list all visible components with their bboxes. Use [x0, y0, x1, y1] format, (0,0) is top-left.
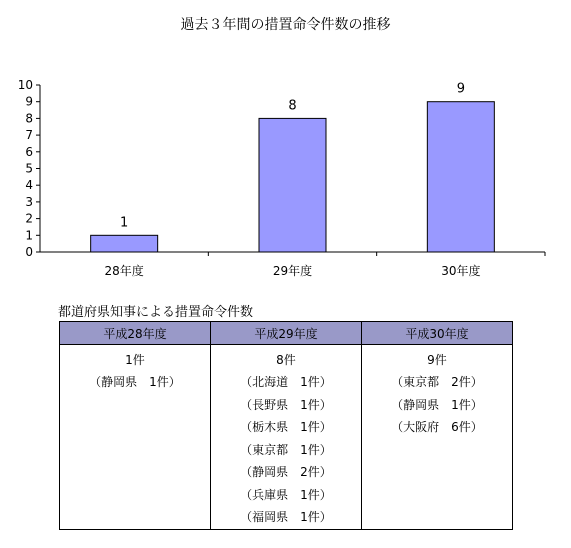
x-category-label: 30年度: [441, 264, 481, 278]
y-tick-label: 2: [25, 211, 33, 226]
y-tick-label: 8: [25, 111, 33, 126]
y-tick-label: 7: [25, 128, 33, 143]
column-header-h29: 平成29年度: [211, 322, 362, 345]
y-tick-label: 1: [25, 228, 33, 243]
x-category-label: 28年度: [104, 264, 144, 278]
prefecture-entry: （静岡県 1件）: [89, 375, 181, 389]
data-label: 1: [120, 215, 129, 231]
table-header-row: [60, 322, 513, 345]
x-category-label: 29年度: [272, 264, 313, 278]
column-header-h28: 平成28年度: [60, 322, 211, 345]
table-row: [60, 345, 513, 530]
prefecture-entry: （静岡県 2件）: [240, 465, 332, 479]
y-tick-label: 5: [25, 161, 33, 176]
prefecture-entry: （北海道 1件）: [240, 375, 332, 389]
y-tick-label: 10: [17, 78, 33, 92]
order-count-table: [59, 321, 513, 530]
prefecture-entry: （大阪府 6件）: [391, 420, 483, 434]
data-label: 8: [288, 98, 297, 114]
column-cell-h28: [60, 345, 211, 530]
total-count: 1件: [125, 353, 145, 367]
y-tick-label: 0: [25, 245, 33, 259]
data-label: 9: [456, 81, 465, 97]
column-cell-h30: [362, 345, 513, 530]
bar: [91, 235, 158, 252]
y-tick-label: 6: [25, 144, 33, 159]
bar: [427, 102, 494, 252]
prefecture-entry: （静岡県 1件）: [391, 397, 483, 412]
total-count: 8件: [276, 353, 296, 367]
prefecture-entry: （東京都 1件）: [240, 442, 332, 457]
prefecture-entry: （栃木県 1件）: [240, 420, 332, 434]
column-cell-h29: [211, 345, 362, 530]
prefecture-entry: （兵庫県 1件）: [240, 487, 332, 502]
bars: [91, 82, 495, 278]
chart-title: 過去３年間の措置命令件数の推移: [180, 17, 391, 33]
bar: [259, 118, 326, 252]
y-tick-label: 4: [25, 178, 33, 193]
column-header-h30: 平成30年度: [362, 322, 513, 345]
prefecture-entry: （長野県 1件）: [240, 397, 332, 412]
prefecture-entry: （東京都 2件）: [391, 375, 483, 389]
y-tick-label: 3: [25, 194, 33, 209]
total-count: 9件: [427, 353, 447, 367]
y-tick-label: 9: [25, 94, 33, 109]
prefecture-entry: （福岡県 1件）: [240, 510, 332, 524]
table-title: 都道府県知事による措置命令件数: [58, 305, 254, 320]
